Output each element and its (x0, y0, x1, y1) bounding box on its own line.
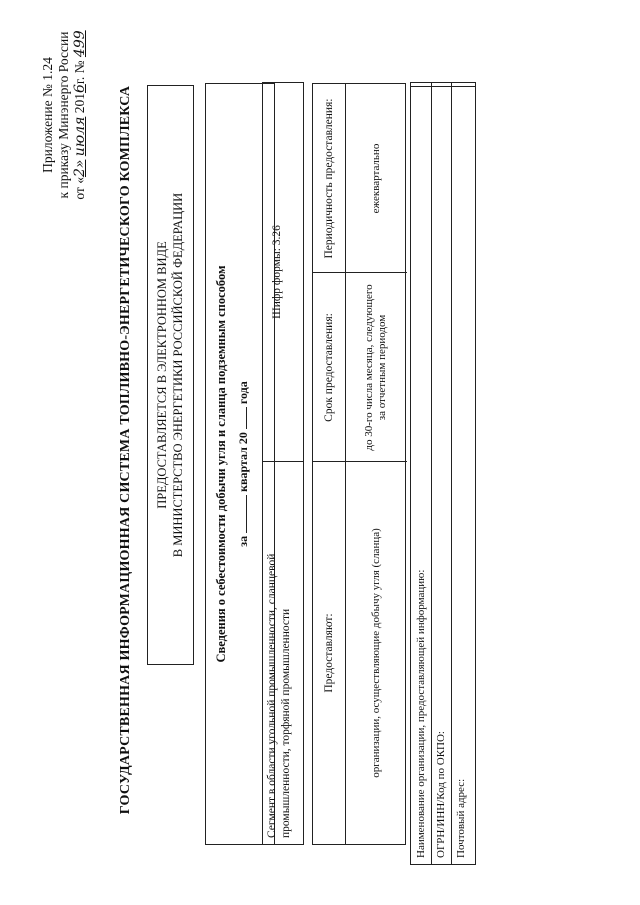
submission-line-2: В МИНИСТЕРСТВО ЭНЕРГЕТИКИ РОССИЙСКОЙ ФЕДЕРАЦИИ (171, 192, 185, 558)
address-label: Почтовый адрес: (455, 778, 467, 858)
appendix-reference (40, 5, 88, 225)
footer-divider (431, 82, 432, 864)
header-submitters: Предоставляют: (313, 462, 346, 844)
date-prefix: от « (72, 177, 87, 200)
period-suffix: года (236, 381, 250, 405)
cell-deadline: до 30-го числа месяца, следующего за отчетным периодом (363, 284, 388, 451)
period-blank-1 (246, 495, 247, 533)
handwritten-month: июля (72, 116, 88, 157)
org-name-label: Наименование организации, предоставляющей информацию: (415, 569, 427, 858)
form-code-cell: Шифр формы: 3.26 (262, 82, 304, 462)
handwritten-order-number: 499 (72, 30, 88, 58)
footer-divider (451, 82, 452, 864)
handwritten-year-digit: 6 (72, 84, 88, 94)
number-prefix: г. № (72, 60, 87, 85)
report-period (236, 84, 251, 844)
period-blank-2 (246, 407, 247, 429)
system-title: ГОСУДАРСТВЕННАЯ ИНФОРМАЦИОННАЯ СИСТЕМА ТОПЛИВНО-ЭНЕРГЕТИЧЕСКОГО КОМПЛЕКСА (118, 85, 133, 815)
cell-submitters: организации, осуществляющие добычу угля (сланца) (369, 528, 382, 778)
handwritten-day: 2» (72, 159, 88, 178)
report-title: Сведения о себестоимости добычи угля и сланца подземным способом (214, 265, 228, 663)
header-deadline: Срок предоставления: (313, 273, 346, 462)
double-border (411, 82, 475, 87)
period-middle: квартал 20 (236, 432, 250, 492)
cell-frequency: ежеквартально (369, 143, 382, 214)
submission-line-1: ПРЕДОСТАВЛЯЕТСЯ В ЭЛЕКТРОННОМ ВИДЕ (155, 241, 169, 509)
year-prefix: 201 (72, 93, 87, 114)
segment-cell: Сегмент в области угольной промышленности, сланцевой промышленности, торфяной промышленности (262, 461, 304, 845)
appendix-date (72, 5, 88, 225)
period-prefix: за (236, 535, 250, 547)
organization-info-box (410, 82, 476, 865)
header-frequency: Периодичность предоставления: (313, 84, 346, 273)
appendix-number: Приложение № 1.24 (40, 57, 55, 173)
ogrn-label: ОГРН/ИНН/Код по ОКПО: (435, 731, 447, 858)
submission-box (147, 85, 194, 665)
appendix-order: к приказу Минэнерго России (56, 31, 71, 199)
info-table (312, 83, 406, 845)
